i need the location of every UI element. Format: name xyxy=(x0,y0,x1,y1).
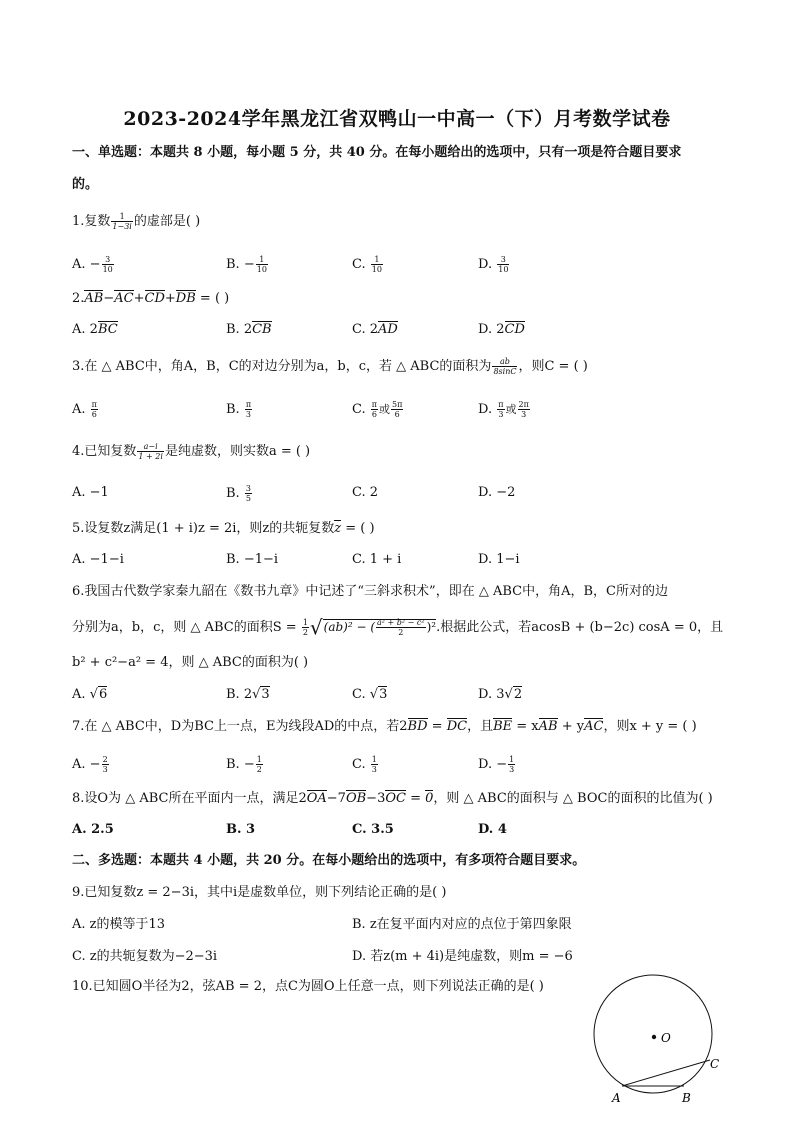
question-7: 7.在 △ ABC中，D为BC上一点，E为线段AD的中点，若2BD = DC，且BE = xAB + yAC，则x + y = ( ) xyxy=(72,719,697,734)
question-5: 5.设复数z满足(1 + i)z = 2i，则z的共轭复数z = ( ) xyxy=(72,521,375,536)
q9-option-b[interactable]: B. z在复平面内对应的点位于第四象限 xyxy=(352,917,572,932)
q8-option-c[interactable]: C. 3.5 xyxy=(352,822,394,837)
q1-option-a[interactable]: A. − $\frac{3}{10}$ xyxy=(72,255,113,274)
q8-option-d[interactable]: D. 4 xyxy=(478,822,507,837)
q9-option-a[interactable]: A. z的模等于13 xyxy=(72,917,166,932)
question-6-formula: 分别为a，b，c，则 △ ABC的面积S = $\frac{1}{2}$ √(ab)² − ( $\frac{\text{a² + b² − c²}}{2}$ )².根据此公式，若acosB + (b−2c) cosA = 0，且 xyxy=(72,615,724,640)
q9-option-d[interactable]: D. 若z(m + 4i)是纯虚数，则m = −6 xyxy=(352,949,573,964)
q1-option-d[interactable]: D. $\frac{3}{10}$ xyxy=(478,255,509,274)
question-2: 2.AB−AC+CD+DB = ( ) xyxy=(72,291,230,306)
center-point xyxy=(652,1035,656,1039)
label-a: A xyxy=(612,1091,621,1105)
q3-option-b[interactable]: B. $\frac{\pi}{3}$ xyxy=(226,400,252,419)
q7-option-b[interactable]: B. − $\frac{1}{2}$ xyxy=(226,755,262,774)
q6-option-d[interactable]: D. 3√2 xyxy=(478,687,523,702)
section1-heading: 一、单选题：本题共 8 小题，每小题 5 分，共 40 分。在每小题给出的选项中，只有一项是符合题目要求 xyxy=(72,145,682,160)
q5-option-d[interactable]: D. 1−i xyxy=(478,552,520,567)
q4-option-b[interactable]: B. $\frac{3}{5}$ xyxy=(226,484,251,503)
question-1: 1.复数 $\frac{1}{1-3i}$ 的虚部是( ) xyxy=(72,212,201,231)
q5-option-c[interactable]: C. 1 + i xyxy=(352,552,402,567)
q3-option-a[interactable]: A. $\frac{\pi}{6}$ xyxy=(72,400,97,419)
q2-option-d[interactable]: D. 2CD xyxy=(478,322,525,337)
q8-option-b[interactable]: B. 3 xyxy=(226,822,256,837)
q6-option-b[interactable]: B. 2√3 xyxy=(226,687,270,702)
q6-option-a[interactable]: A. √6 xyxy=(72,687,108,702)
q4-option-d[interactable]: D. −2 xyxy=(478,485,516,500)
question-3: 3.在 △ ABC中，角A，B，C的对边分别为a，b，c，若 △ ABC的面积为 $\frac{ab}{8\sin C}$ ，则C = ( ) xyxy=(72,357,588,376)
q8-option-a[interactable]: A. 2.5 xyxy=(72,822,114,837)
q7-option-d[interactable]: D. − $\frac{1}{3}$ xyxy=(478,755,515,774)
q1-fraction: $\frac{1}{1-3i}$ xyxy=(112,212,132,231)
q5-option-a[interactable]: A. −1−i xyxy=(72,552,124,567)
page-title: 2023-2024学年黑龙江省双鸭山一中高一（下）月考数学试卷 xyxy=(123,108,671,130)
question-10: 10.已知圆O半径为2，弦AB = 2，点C为圆O上任意一点，则下列说法正确的是( ) xyxy=(72,979,544,994)
q4-option-a[interactable]: A. −1 xyxy=(72,485,109,500)
q2-option-c[interactable]: C. 2AD xyxy=(352,322,398,337)
section1-heading-cont: 的。 xyxy=(72,177,99,192)
q7-option-c[interactable]: C. $\frac{1}{3}$ xyxy=(352,755,377,774)
q2-option-b[interactable]: B. 2CB xyxy=(226,322,272,337)
q9-option-c[interactable]: C. z的共轭复数为−2−3i xyxy=(72,949,218,964)
q1-option-b[interactable]: B. − $\frac{1}{10}$ xyxy=(226,255,267,274)
label-c: C xyxy=(710,1057,720,1071)
q5-option-b[interactable]: B. −1−i xyxy=(226,552,279,567)
q2-option-a[interactable]: A. 2BC xyxy=(72,322,118,337)
circle-o xyxy=(594,975,712,1093)
q3-option-d[interactable]: D. $\frac{\pi}{3}$ 或 $\frac{2\pi}{3}$ xyxy=(478,400,529,419)
q1-option-c[interactable]: C. $\frac{1}{10}$ xyxy=(352,255,382,274)
section2-heading: 二、多选题：本题共 4 小题，共 20 分。在每小题给出的选项中，有多项符合题目要求。 xyxy=(72,853,586,868)
question-6-cont: b² + c²−a² = 4，则 △ ABC的面积为( ) xyxy=(72,655,309,670)
q7-option-a[interactable]: A. − $\frac{2}{3}$ xyxy=(72,755,108,774)
q6-option-c[interactable]: C. √3 xyxy=(352,687,388,702)
q4-option-c[interactable]: C. 2 xyxy=(352,485,379,500)
label-b: B xyxy=(682,1091,691,1105)
question-6: 6.我国古代数学家秦九韶在《数书九章》中记述了“三斜求积术”，即在 △ ABC中，角A，B，C所对的边 xyxy=(72,584,668,599)
question-9: 9.已知复数z = 2−3i，其中i是虚数单位，则下列结论正确的是( ) xyxy=(72,885,447,900)
circle-figure xyxy=(588,972,728,1112)
question-4: 4.已知复数 $\frac{a-i}{1 + 2i}$ 是纯虚数，则实数a = ( ) xyxy=(72,442,311,461)
label-o: O xyxy=(661,1031,671,1045)
q3-option-c[interactable]: C. $\frac{\pi}{6}$ 或 $\frac{5\pi}{6}$ xyxy=(352,400,403,419)
question-8: 8.设O为 △ ABC所在平面内一点，满足2OA−7OB−3OC = 0，则 △ ABC的面积与 △ BOC的面积的比值为( ) xyxy=(72,791,713,806)
